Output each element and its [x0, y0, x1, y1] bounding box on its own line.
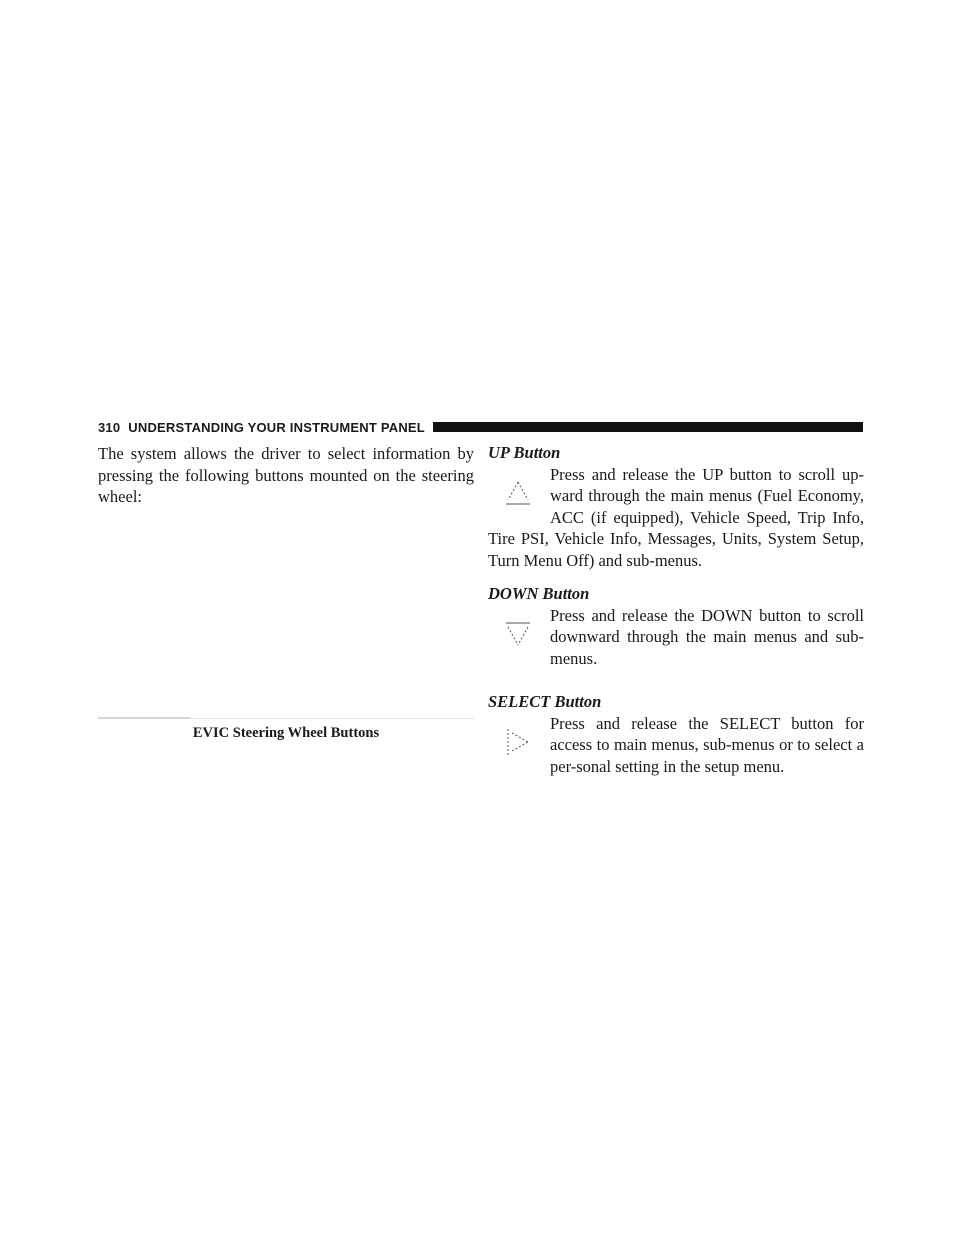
header-rule — [433, 422, 863, 432]
select-button-text: Press and release the SELECT button for access to main menus, sub-menus or to select a per-sonal setting in the setup menu. — [550, 713, 864, 776]
down-button-text: Press and release the DOWN button to scroll downward through the main menus and sub-menus. — [550, 605, 864, 668]
section-title: UNDERSTANDING YOUR INSTRUMENT PANEL — [128, 419, 425, 435]
down-button-icon-area — [488, 605, 550, 669]
intro-paragraph: The system allows the driver to select information by pressing the following buttons mounted on the steering wheel: — [98, 444, 474, 506]
down-arrow-icon — [504, 619, 532, 649]
button-descriptions — [488, 442, 864, 777]
up-button-description — [488, 464, 864, 572]
down-button-heading: DOWN Button — [488, 584, 590, 603]
select-button-icon-area — [488, 713, 550, 777]
up-button-heading: UP Button — [488, 443, 561, 462]
select-button-section — [488, 691, 864, 777]
steering-wheel-buttons-figure — [98, 508, 474, 718]
figure-caption: EVIC Steering Wheel Buttons — [192, 725, 380, 741]
figure-bottom-rule-accent — [98, 717, 190, 719]
page-number: 310 — [98, 419, 121, 435]
up-button-section — [488, 442, 864, 571]
up-button-text: Press and release the UP button to scroll up-ward through the main menus (Fuel Economy, ACC (if equipped), Vehicle Speed, Trip Info, Tire PSI, Vehicle Info, Messages, Units, System Setup, Turn Menu Off) and sub-menus. — [488, 464, 864, 570]
down-button-section — [488, 583, 864, 669]
up-button-icon-area — [488, 464, 550, 528]
select-button-description — [488, 713, 864, 778]
select-button-heading: SELECT Button — [488, 692, 602, 711]
select-arrow-icon — [504, 727, 532, 757]
up-arrow-icon — [504, 478, 532, 508]
page-header — [98, 418, 863, 436]
down-button-description — [488, 605, 864, 670]
